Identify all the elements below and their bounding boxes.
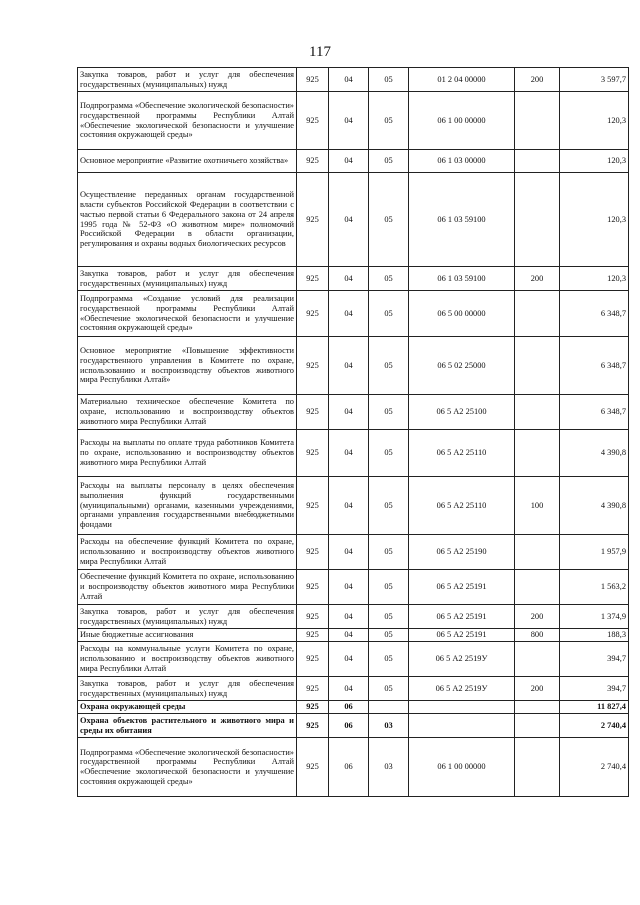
- row-gr-cell: 925: [297, 92, 329, 150]
- row-pr-cell: [369, 701, 409, 714]
- row-sum-cell: 6 348,7: [560, 291, 629, 337]
- row-gr-cell: 925: [297, 430, 329, 477]
- row-gr-cell: 925: [297, 395, 329, 430]
- row-gr-cell: 925: [297, 477, 329, 535]
- row-sum-cell: 2 740,4: [560, 714, 629, 738]
- row-rz-cell: 06: [329, 701, 369, 714]
- row-name-cell: Осуществление переданных органам государственной власти субъектов Российской Федерации в соответствии с частью первой статьи 6 Федерального закона от 24 апреля 1995 года № 52-ФЗ «О животном мире» полномочий Российской Федерации в области организации, регулирования и охраны водных биологических ресурсов: [78, 173, 297, 267]
- row-sum-cell: 2 740,4: [560, 738, 629, 797]
- row-vr-cell: [515, 535, 560, 570]
- row-csr-cell: 06 1 00 00000: [409, 92, 515, 150]
- row-gr-cell: 925: [297, 701, 329, 714]
- row-name-cell: Подпрограмма «Обеспечение экологической безопасности» государственной программы Республики Алтай «Обеспечение экологической безопасности и улучшение состояния окружающей среды»: [78, 92, 297, 150]
- table-row: [78, 337, 629, 395]
- row-csr-cell: 06 5 02 25000: [409, 337, 515, 395]
- row-pr-cell: 05: [369, 92, 409, 150]
- table-row: [78, 570, 629, 605]
- table-row: [78, 173, 629, 267]
- row-name-cell: Иные бюджетные ассигнования: [78, 629, 297, 642]
- row-name-cell: Закупка товаров, работ и услуг для обеспечения государственных (муниципальных) нужд: [78, 68, 297, 92]
- row-gr-cell: 925: [297, 150, 329, 173]
- row-gr-cell: 925: [297, 535, 329, 570]
- row-rz-cell: 04: [329, 395, 369, 430]
- row-vr-cell: [515, 337, 560, 395]
- row-vr-cell: 200: [515, 677, 560, 701]
- row-gr-cell: 925: [297, 642, 329, 677]
- row-vr-cell: [515, 395, 560, 430]
- row-rz-cell: 06: [329, 714, 369, 738]
- row-csr-cell: 06 5 А2 25100: [409, 395, 515, 430]
- row-pr-cell: 05: [369, 430, 409, 477]
- row-name-cell: Закупка товаров, работ и услуг для обеспечения государственных (муниципальных) нужд: [78, 677, 297, 701]
- row-vr-cell: 200: [515, 68, 560, 92]
- row-csr-cell: 06 1 03 59100: [409, 267, 515, 291]
- table-row: [78, 291, 629, 337]
- table-row: [78, 430, 629, 477]
- row-csr-cell: 01 2 04 00000: [409, 68, 515, 92]
- row-csr-cell: 06 1 03 59100: [409, 173, 515, 267]
- table-row: [78, 605, 629, 629]
- row-sum-cell: 188,3: [560, 629, 629, 642]
- row-name-cell: Закупка товаров, работ и услуг для обеспечения государственных (муниципальных) нужд: [78, 267, 297, 291]
- row-csr-cell: 06 5 А2 2519У: [409, 642, 515, 677]
- row-sum-cell: 1 563,2: [560, 570, 629, 605]
- row-csr-cell: [409, 714, 515, 738]
- row-rz-cell: 04: [329, 477, 369, 535]
- row-pr-cell: 03: [369, 714, 409, 738]
- table-row: [78, 642, 629, 677]
- row-rz-cell: 04: [329, 605, 369, 629]
- row-gr-cell: 925: [297, 267, 329, 291]
- row-name-cell: Расходы на выплаты персоналу в целях обеспечения выполнения функций государственными (муниципальными) органами, казенными учреждениями, органами управления государственными внебюджетными фондами: [78, 477, 297, 535]
- row-vr-cell: [515, 714, 560, 738]
- row-csr-cell: 06 5 А2 25110: [409, 477, 515, 535]
- row-sum-cell: 120,3: [560, 267, 629, 291]
- row-csr-cell: 06 5 А2 25191: [409, 629, 515, 642]
- row-sum-cell: 394,7: [560, 642, 629, 677]
- row-sum-cell: 4 390,8: [560, 477, 629, 535]
- row-name-cell: Охрана окружающей среды: [78, 701, 297, 714]
- table-row: [78, 535, 629, 570]
- row-name-cell: Расходы на обеспечение функций Комитета по охране, использованию и воспроизводству объектов животного мира Республики Алтай: [78, 535, 297, 570]
- row-name-cell: Основное мероприятие «Развитие охотничьего хозяйства»: [78, 150, 297, 173]
- budget-table: [77, 67, 629, 797]
- row-pr-cell: 05: [369, 68, 409, 92]
- row-pr-cell: 05: [369, 642, 409, 677]
- row-gr-cell: 925: [297, 337, 329, 395]
- row-gr-cell: 925: [297, 173, 329, 267]
- row-gr-cell: 925: [297, 570, 329, 605]
- row-sum-cell: 120,3: [560, 92, 629, 150]
- row-sum-cell: 1 957,9: [560, 535, 629, 570]
- row-rz-cell: 04: [329, 642, 369, 677]
- row-pr-cell: 05: [369, 677, 409, 701]
- row-rz-cell: 04: [329, 629, 369, 642]
- row-rz-cell: 04: [329, 337, 369, 395]
- row-rz-cell: 04: [329, 430, 369, 477]
- row-sum-cell: 120,3: [560, 150, 629, 173]
- row-vr-cell: [515, 570, 560, 605]
- row-pr-cell: 05: [369, 570, 409, 605]
- row-vr-cell: [515, 430, 560, 477]
- row-rz-cell: 04: [329, 150, 369, 173]
- table-row: [78, 738, 629, 797]
- table-row: [78, 68, 629, 92]
- row-pr-cell: 05: [369, 605, 409, 629]
- row-pr-cell: 05: [369, 150, 409, 173]
- table-row: [78, 701, 629, 714]
- table-row: [78, 267, 629, 291]
- table-row: [78, 477, 629, 535]
- row-name-cell: Подпрограмма «Обеспечение экологической безопасности» государственной программы Республики Алтай «Обеспечение экологической безопасности и улучшение состояния окружающей среды»: [78, 738, 297, 797]
- row-rz-cell: 04: [329, 92, 369, 150]
- row-csr-cell: 06 5 А2 25110: [409, 430, 515, 477]
- table-row: [78, 150, 629, 173]
- row-name-cell: Подпрограмма «Создание условий для реализации государственной программы Республики Алтай «Обеспечение экологической безопасности и улучшение состояния окружающей среды»: [78, 291, 297, 337]
- row-sum-cell: 3 597,7: [560, 68, 629, 92]
- row-vr-cell: 200: [515, 605, 560, 629]
- row-rz-cell: 04: [329, 677, 369, 701]
- row-vr-cell: 200: [515, 267, 560, 291]
- table-row: [78, 629, 629, 642]
- row-gr-cell: 925: [297, 714, 329, 738]
- row-gr-cell: 925: [297, 738, 329, 797]
- row-sum-cell: 11 827,4: [560, 701, 629, 714]
- row-vr-cell: [515, 701, 560, 714]
- row-name-cell: Обеспечение функций Комитета по охране, использованию и воспроизводству объектов животного мира Республики Алтай: [78, 570, 297, 605]
- row-sum-cell: 4 390,8: [560, 430, 629, 477]
- row-pr-cell: 05: [369, 337, 409, 395]
- row-pr-cell: 05: [369, 291, 409, 337]
- row-vr-cell: 800: [515, 629, 560, 642]
- row-rz-cell: 04: [329, 535, 369, 570]
- row-csr-cell: [409, 701, 515, 714]
- row-name-cell: Расходы на коммунальные услуги Комитета по охране, использованию и воспроизводству объектов животного мира Республики Алтай: [78, 642, 297, 677]
- table-row: [78, 395, 629, 430]
- row-vr-cell: [515, 291, 560, 337]
- row-vr-cell: [515, 642, 560, 677]
- row-pr-cell: 05: [369, 267, 409, 291]
- table-row: [78, 677, 629, 701]
- table-row: [78, 92, 629, 150]
- row-rz-cell: 04: [329, 173, 369, 267]
- row-csr-cell: 06 5 00 00000: [409, 291, 515, 337]
- row-gr-cell: 925: [297, 677, 329, 701]
- row-csr-cell: 06 5 А2 25191: [409, 570, 515, 605]
- row-csr-cell: 06 1 00 00000: [409, 738, 515, 797]
- row-rz-cell: 04: [329, 68, 369, 92]
- row-gr-cell: 925: [297, 68, 329, 92]
- row-gr-cell: 925: [297, 629, 329, 642]
- row-pr-cell: 03: [369, 738, 409, 797]
- row-gr-cell: 925: [297, 605, 329, 629]
- row-vr-cell: [515, 150, 560, 173]
- row-pr-cell: 05: [369, 535, 409, 570]
- table-row: [78, 714, 629, 738]
- row-rz-cell: 06: [329, 738, 369, 797]
- row-name-cell: Расходы на выплаты по оплате труда работников Комитета по охране, использованию и воспроизводству объектов животного мира Республики Алтай: [78, 430, 297, 477]
- page-number: 117: [309, 44, 331, 60]
- row-gr-cell: 925: [297, 291, 329, 337]
- row-pr-cell: 05: [369, 395, 409, 430]
- row-name-cell: Материально техническое обеспечение Комитета по охране, использованию и воспроизводству объектов животного мира Республики Алтай: [78, 395, 297, 430]
- row-sum-cell: 394,7: [560, 677, 629, 701]
- row-pr-cell: 05: [369, 629, 409, 642]
- row-sum-cell: 120,3: [560, 173, 629, 267]
- row-name-cell: Охрана объектов растительного и животного мира и среды их обитания: [78, 714, 297, 738]
- row-csr-cell: 06 1 03 00000: [409, 150, 515, 173]
- row-sum-cell: 1 374,9: [560, 605, 629, 629]
- row-vr-cell: [515, 173, 560, 267]
- row-csr-cell: 06 5 А2 2519У: [409, 677, 515, 701]
- row-pr-cell: 05: [369, 477, 409, 535]
- row-rz-cell: 04: [329, 570, 369, 605]
- row-name-cell: Основное мероприятие «Повышение эффективности государственного управления в Комитете по охране, использованию и воспроизводству объектов животного мира Республики Алтай»: [78, 337, 297, 395]
- row-vr-cell: [515, 92, 560, 150]
- row-vr-cell: [515, 738, 560, 797]
- row-csr-cell: 06 5 А2 25191: [409, 605, 515, 629]
- row-name-cell: Закупка товаров, работ и услуг для обеспечения государственных (муниципальных) нужд: [78, 605, 297, 629]
- row-rz-cell: 04: [329, 291, 369, 337]
- row-sum-cell: 6 348,7: [560, 337, 629, 395]
- row-csr-cell: 06 5 А2 25190: [409, 535, 515, 570]
- row-vr-cell: 100: [515, 477, 560, 535]
- row-rz-cell: 04: [329, 267, 369, 291]
- row-pr-cell: 05: [369, 173, 409, 267]
- row-sum-cell: 6 348,7: [560, 395, 629, 430]
